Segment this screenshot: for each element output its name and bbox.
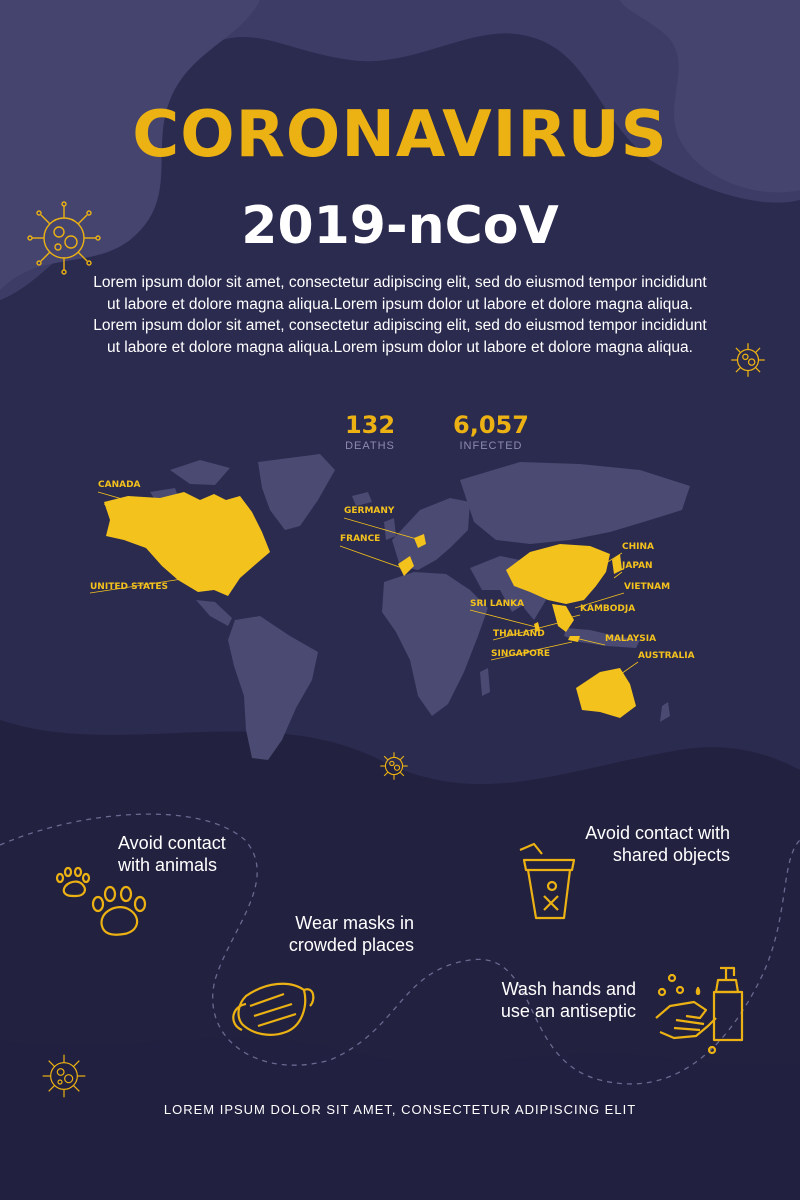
country-label: JAPAN: [622, 561, 653, 571]
mask-icon: [226, 976, 316, 1040]
country-label: SINGAPORE: [491, 649, 551, 659]
country-label: CANADA: [98, 480, 141, 490]
stat-value: 132: [344, 411, 396, 439]
intro-paragraph: Lorem ipsum dolor sit amet, consectetur adipiscing elit, sed do eiusmod tempor incididunt ut labore et dolore magna aliqua.Lorem ipsum dolor ut labore et dolore magna aliqua. Lorem ipsum dolor sit amet, consectetur adipiscing elit, sed do eiusmod tempor incididunt ut labore et dolore magna aliqua.Lorem ipsum dolor ut labore et dolore magna aliqua.: [93, 274, 707, 356]
tip-shared-objects: Avoid contact with shared objects: [585, 823, 730, 865]
page-title: CORONAVIRUS: [132, 98, 668, 172]
country-label: CHINA: [622, 542, 654, 552]
country-label: MALAYSIA: [605, 634, 657, 644]
hand-wash-icon: [650, 962, 750, 1058]
country-label: KAMBODJA: [580, 604, 636, 614]
country-label: SRI LANKA: [470, 599, 525, 609]
page-subtitle: 2019-nCoV: [241, 196, 559, 256]
paw-icon: [54, 866, 154, 940]
country-label: VIETNAM: [624, 582, 671, 592]
stat-value: 6,057: [453, 411, 529, 439]
footer-text: LOREM IPSUM DOLOR SIT AMET, CONSECTETUR ADIPISCING ELIT: [163, 1102, 637, 1117]
cup-icon: [512, 840, 582, 924]
country-label: UNITED STATES: [90, 582, 169, 592]
stat-label: INFECTED: [459, 440, 523, 452]
stat-label: DEATHS: [345, 440, 395, 452]
country-label: THAILAND: [493, 629, 545, 639]
country-label: AUSTRALIA: [638, 651, 695, 661]
tip-masks: Wear masks in crowded places: [288, 913, 414, 955]
tip-wash-hands: Wash hands and use an antiseptic: [500, 979, 636, 1021]
country-label: FRANCE: [340, 534, 381, 544]
country-label: GERMANY: [344, 506, 395, 516]
tip-animals: Avoid contact with animals: [118, 833, 226, 875]
